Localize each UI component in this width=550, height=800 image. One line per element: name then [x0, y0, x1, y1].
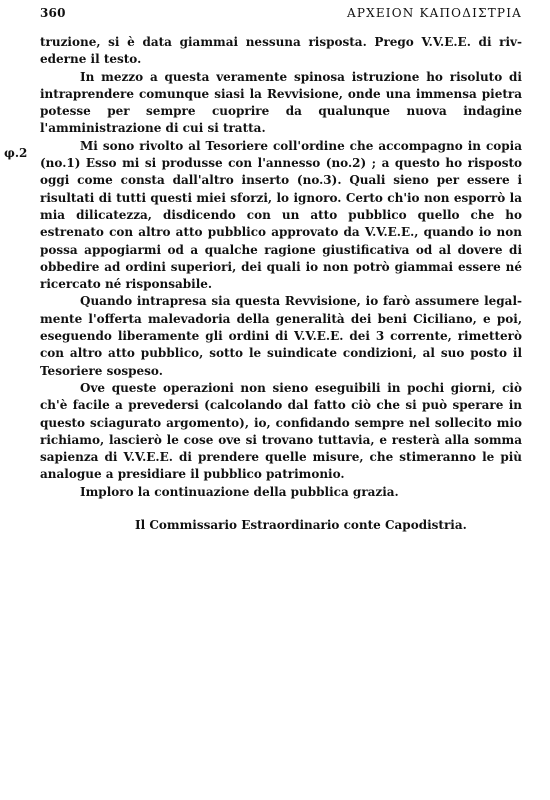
signature-line: Il Commissario Estraordinario conte Capodistria.: [135, 518, 467, 533]
paragraph: truzione, si è data giammai nessuna risposta. Prego V.V.E.E. di rivederne il testo.: [40, 35, 522, 67]
page-header: [40, 6, 522, 26]
paragraph: Quando intrapresa sia questa Revvisione, io farò assumere legalmente l'offerta malevadoria della generalità dei beni Ciciliano, e poi, eseguendo liberamente gli ordini di V.V.E.E. dei 3 corrente, rimetterò con altro atto pubblico, sotto le suindicate condizioni, al suo posto il Tesoriere sospeso.: [40, 294, 522, 378]
running-title: ΑΡΧΕΙΟΝ ΚΑΠΟΔΙΣΤΡΙΑ: [346, 6, 522, 20]
page-number: 360: [40, 6, 66, 20]
paragraph: Mi sono rivolto al Tesoriere coll'ordine che accompagno in copia (no.1) Esso mi si produsse con l'annesso (no.2) ; a questo ho risposto oggi come consta dall'altro inserto (no.3). Quali sieno per essere i risultati di tutti questi miei sforzi, lo ignoro. Certo ch'io non esporrò la mia dilicatezza, disdicendo con un atto pubblico quello che ho estrenato con altro atto pubblico approvato da V.V.E.E., quando io non possa appogiarmi od a qualche ragione giustificativa od al dovere di obbedire ad ordini superiori, dei quali io non potrò giammai essere né ricercato né risponsabile.: [40, 138, 522, 292]
paragraph: Ove queste operazioni non sieno eseguibili in pochi giorni, ciò ch'è facile a prevedersi (calcolando dal fatto ciò che si può sperare in questo sciagurato argomento), io, confidando sempre nel sollecito mio richiamo, lascierò le cose ove si trovano tuttavia, e resterà alla somma sapienza di V.V.E.E. di prendere quelle misure, che stimeranno le più analogue a presidiare il pubblico patrimonio.: [40, 380, 522, 482]
margin-note: φ.2: [4, 146, 28, 160]
paragraph: In mezzo a questa veramente spinosa istruzione ho risoluto di intraprendere comunque siasi la Revvisione, onde una immensa pietra potesse per sempre cuoprire da qualunque nuova indagine l'amministrazione di cui si tratta.: [40, 69, 522, 136]
paragraph: Imploro la continuazione della pubblica grazia.: [80, 484, 399, 499]
body-text: [40, 34, 522, 534]
